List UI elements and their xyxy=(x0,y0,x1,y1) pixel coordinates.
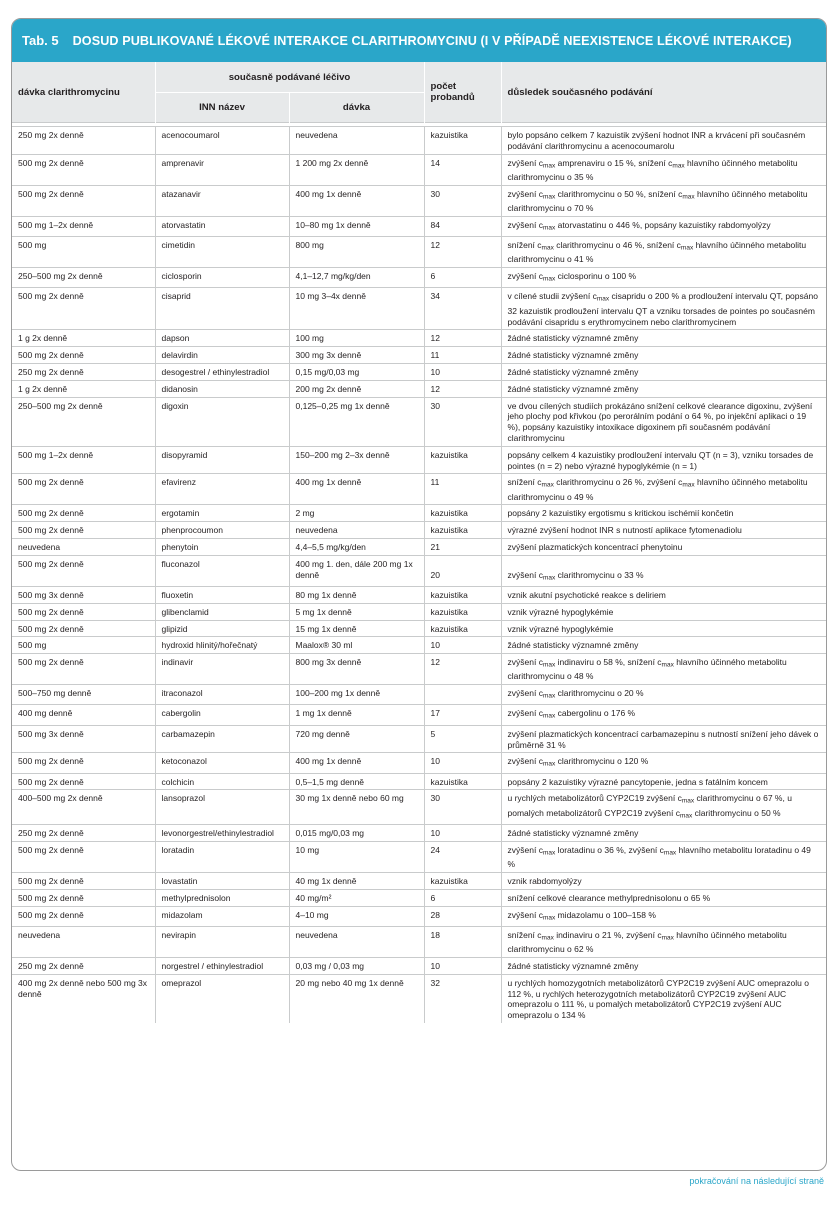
cell-inn: colchicin xyxy=(155,773,289,790)
cell-count: kazuistika xyxy=(424,446,501,474)
cell-inn: lansoprazol xyxy=(155,790,289,825)
cell-inn: amprenavir xyxy=(155,154,289,185)
table-row xyxy=(12,268,826,288)
cell-consequence: zvýšení $c_{max}$ midazolamu o 100–158 % xyxy=(501,906,826,926)
cell-consequence: snížení $c_{max}$ clarithromycinu o 46 %, snížení $c_{max}$ hlavního účinného metabolitu clarithromycinu o 41 % xyxy=(501,237,826,268)
cell-inn: didanosin xyxy=(155,380,289,397)
cell-dose2: 0,125–0,25 mg 1x denně xyxy=(289,397,424,446)
cell-inn: fluoxetin xyxy=(155,586,289,603)
cell-count: 24 xyxy=(424,841,501,872)
cell-count: 30 xyxy=(424,185,501,216)
cell-dose2: 100–200 mg 1x denně xyxy=(289,685,424,705)
cell-inn: atorvastatin xyxy=(155,216,289,236)
cell-dose: 500 mg 2x denně xyxy=(12,603,155,620)
cell-count: 10 xyxy=(424,825,501,842)
cell-inn: methylprednisolon xyxy=(155,889,289,906)
cell-consequence: bylo popsáno celkem 7 kazuistik zvýšení hodnot INR a krvácení při současném podávání clarithromycinu a acenocoumarolu xyxy=(501,127,826,155)
cell-dose: neuvedena xyxy=(12,539,155,556)
cell-inn: disopyramid xyxy=(155,446,289,474)
table-row xyxy=(12,825,826,842)
cell-count: 34 xyxy=(424,288,501,330)
table-row xyxy=(12,347,826,364)
cell-dose: 500 mg 2x denně xyxy=(12,288,155,330)
cell-dose2: 1 mg 1x denně xyxy=(289,705,424,725)
cell-inn: levonorgestrel/ethinylestradiol xyxy=(155,825,289,842)
cell-dose: 500 mg 2x denně xyxy=(12,474,155,505)
cell-dose: 500 mg 2x denně xyxy=(12,555,155,586)
cell-inn: cimetidin xyxy=(155,237,289,268)
table-row xyxy=(12,237,826,268)
cell-inn: lovastatin xyxy=(155,872,289,889)
cell-consequence: vznik akutní psychotické reakce s deliriem xyxy=(501,586,826,603)
table-row xyxy=(12,185,826,216)
table-row xyxy=(12,154,826,185)
cell-consequence: vznik výrazné hypoglykémie xyxy=(501,603,826,620)
table-row xyxy=(12,474,826,505)
cell-dose2: 40 mg/m² xyxy=(289,889,424,906)
cell-count: 10 xyxy=(424,637,501,654)
cell-dose: 250 mg 2x denně xyxy=(12,957,155,974)
table-row xyxy=(12,725,826,753)
cell-dose2: 4,1–12,7 mg/kg/den xyxy=(289,268,424,288)
header-dose2: dávka xyxy=(289,93,424,123)
cell-count: 20 xyxy=(424,555,501,586)
cell-count: 12 xyxy=(424,380,501,397)
cell-consequence: v cílené studii zvýšení $c_{max}$ cisapridu o 200 % a prodloužení intervalu QT, popsáno 32 kazuistik prodloužení intervalu QT a vzniku torsades de pointes po současném podávání cisapridu s erythromycinem nebo clarithromycinem xyxy=(501,288,826,330)
cell-dose: 400–500 mg 2x denně xyxy=(12,790,155,825)
cell-consequence: zvýšení $c_{max}$ atorvastatinu o 446 %, popsány kazuistiky rabdomyolýzy xyxy=(501,216,826,236)
cell-dose2: 10 mg xyxy=(289,841,424,872)
cell-dose2: 1 200 mg 2x denně xyxy=(289,154,424,185)
cell-count: kazuistika xyxy=(424,505,501,522)
cell-count: 12 xyxy=(424,654,501,685)
cell-dose2: 400 mg 1. den, dále 200 mg 1x denně xyxy=(289,555,424,586)
cell-dose: 1 g 2x denně xyxy=(12,380,155,397)
cell-dose: 500 mg 2x denně xyxy=(12,872,155,889)
cell-inn: ergotamin xyxy=(155,505,289,522)
cell-dose: 250 mg 2x denně xyxy=(12,127,155,155)
cell-dose2: 100 mg xyxy=(289,330,424,347)
cell-dose2: 150–200 mg 2–3x denně xyxy=(289,446,424,474)
cell-inn: ketoconazol xyxy=(155,753,289,773)
cell-count: kazuistika xyxy=(424,127,501,155)
table-row xyxy=(12,790,826,825)
cell-consequence: žádné statisticky významné změny xyxy=(501,957,826,974)
header-count: počet probandů xyxy=(424,62,501,123)
cell-consequence: žádné statisticky významné změny xyxy=(501,363,826,380)
cell-dose2: neuvedena xyxy=(289,127,424,155)
cell-count: 5 xyxy=(424,725,501,753)
cell-count: 18 xyxy=(424,926,501,957)
cell-dose: 500 mg 1–2x denně xyxy=(12,216,155,236)
cell-inn: cabergolin xyxy=(155,705,289,725)
cell-count: kazuistika xyxy=(424,603,501,620)
cell-inn: dapson xyxy=(155,330,289,347)
cell-inn: ciclosporin xyxy=(155,268,289,288)
header-concomitant: současně podávané léčivo xyxy=(155,62,424,93)
cell-dose: 400 mg denně xyxy=(12,705,155,725)
cell-dose: 500 mg 2x denně xyxy=(12,841,155,872)
cell-dose2: 2 mg xyxy=(289,505,424,522)
cell-dose2: 800 mg xyxy=(289,237,424,268)
interaction-table xyxy=(12,62,827,1023)
cell-consequence: zvýšení $c_{max}$ cabergolinu o 176 % xyxy=(501,705,826,725)
cell-count: kazuistika xyxy=(424,586,501,603)
table-row xyxy=(12,586,826,603)
cell-dose2: 5 mg 1x denně xyxy=(289,603,424,620)
cell-inn: glipizid xyxy=(155,620,289,637)
cell-count: 32 xyxy=(424,974,501,1023)
cell-count: 30 xyxy=(424,790,501,825)
table-title: DOSUD PUBLIKOVANÉ LÉKOVÉ INTERAKCE CLARITHROMYCINU (I V PŘÍPADĚ NEEXISTENCE LÉKOVÉ INTERAKCE) xyxy=(72,33,792,48)
cell-dose: 500 mg 2x denně xyxy=(12,154,155,185)
table-row xyxy=(12,397,826,446)
cell-count: 10 xyxy=(424,753,501,773)
table-row xyxy=(12,974,826,1023)
cell-dose2: 400 mg 1x denně xyxy=(289,753,424,773)
cell-inn: midazolam xyxy=(155,906,289,926)
cell-count: 17 xyxy=(424,705,501,725)
cell-consequence: žádné statisticky významné změny xyxy=(501,380,826,397)
cell-dose: 500 mg 2x denně xyxy=(12,753,155,773)
cell-count: 30 xyxy=(424,397,501,446)
cell-inn: efavirenz xyxy=(155,474,289,505)
cell-count: 28 xyxy=(424,906,501,926)
cell-dose2: 30 mg 1x denně nebo 60 mg xyxy=(289,790,424,825)
cell-count: 11 xyxy=(424,474,501,505)
cell-consequence: vznik rabdomyolýzy xyxy=(501,872,826,889)
cell-dose2: 4–10 mg xyxy=(289,906,424,926)
cell-count: kazuistika xyxy=(424,872,501,889)
cell-consequence: snížení $c_{max}$ indinaviru o 21 %, zvýšení $c_{max}$ hlavního účinného metabolitu clarithromycinu o 62 % xyxy=(501,926,826,957)
table-number: Tab. 5 xyxy=(22,33,59,48)
header-consequence: důsledek současného podávání xyxy=(501,62,826,123)
cell-consequence: zvýšení plazmatických koncentrací carbamazepinu s nutností snížení jeho dávek o průměrně 31 % xyxy=(501,725,826,753)
cell-dose2: 720 mg denně xyxy=(289,725,424,753)
cell-dose2: 200 mg 2x denně xyxy=(289,380,424,397)
continuation-note: pokračování na následující straně xyxy=(689,1176,824,1186)
cell-inn: phenytoin xyxy=(155,539,289,556)
cell-inn: omeprazol xyxy=(155,974,289,1023)
header-inn: INN název xyxy=(155,93,289,123)
table-row xyxy=(12,620,826,637)
table-row xyxy=(12,505,826,522)
table-row xyxy=(12,216,826,236)
cell-inn: phenprocoumon xyxy=(155,522,289,539)
cell-dose2: 4,4–5,5 mg/kg/den xyxy=(289,539,424,556)
cell-consequence: žádné statisticky významné změny xyxy=(501,637,826,654)
cell-dose: 500 mg 2x denně xyxy=(12,185,155,216)
cell-count: 11 xyxy=(424,347,501,364)
table-row xyxy=(12,288,826,330)
cell-dose2: neuvedena xyxy=(289,926,424,957)
table-row xyxy=(12,753,826,773)
cell-dose: 250 mg 2x denně xyxy=(12,825,155,842)
cell-consequence: výrazné zvýšení hodnot INR s nutností aplikace fytomenadiolu xyxy=(501,522,826,539)
cell-dose: 500 mg 2x denně xyxy=(12,654,155,685)
cell-inn: cisaprid xyxy=(155,288,289,330)
cell-consequence: popsány 2 kazuistiky výrazné pancytopenie, jedna s fatálním koncem xyxy=(501,773,826,790)
table-row xyxy=(12,446,826,474)
cell-dose: 500 mg 2x denně xyxy=(12,505,155,522)
cell-dose2: 0,015 mg/0,03 mg xyxy=(289,825,424,842)
table-row xyxy=(12,872,826,889)
table-row xyxy=(12,522,826,539)
cell-consequence: zvýšení $c_{max}$ clarithromycinu o 20 % xyxy=(501,685,826,705)
cell-dose2: 80 mg 1x denně xyxy=(289,586,424,603)
cell-dose2: 400 mg 1x denně xyxy=(289,185,424,216)
table-row xyxy=(12,906,826,926)
cell-inn: glibenclamid xyxy=(155,603,289,620)
cell-count: kazuistika xyxy=(424,522,501,539)
cell-consequence: zvýšení plazmatických koncentrací phenytoinu xyxy=(501,539,826,556)
table-row xyxy=(12,773,826,790)
cell-dose2: 15 mg 1x denně xyxy=(289,620,424,637)
cell-count: 21 xyxy=(424,539,501,556)
cell-count: 6 xyxy=(424,268,501,288)
cell-inn: carbamazepin xyxy=(155,725,289,753)
cell-inn: acenocoumarol xyxy=(155,127,289,155)
cell-dose2: Maalox® 30 ml xyxy=(289,637,424,654)
cell-dose: 1 g 2x denně xyxy=(12,330,155,347)
cell-inn: atazanavir xyxy=(155,185,289,216)
cell-inn: fluconazol xyxy=(155,555,289,586)
cell-count: 12 xyxy=(424,330,501,347)
cell-count: 12 xyxy=(424,237,501,268)
table-row xyxy=(12,926,826,957)
cell-consequence: u rychlých metabolizátorů CYP2C19 zvýšení $c_{max}$ clarithromycinu o 67 %, u pomalých metabolizátorů CYP2C19 zvýšení $c_{max}$ clarithromycinu o 50 % xyxy=(501,790,826,825)
cell-inn: itraconazol xyxy=(155,685,289,705)
table-row xyxy=(12,603,826,620)
cell-dose2: 20 mg nebo 40 mg 1x denně xyxy=(289,974,424,1023)
table-row xyxy=(12,654,826,685)
table-row xyxy=(12,380,826,397)
cell-consequence: u rychlých homozygotních metabolizátorů CYP2C19 zvýšení AUC omeprazolu o 112 %, u rychlých heterozygotních metabolizátorů CYP2C19 zvýšení AUC omeprazolu o 111 %, u pomalých metabolizátorů CYP2C19 zvýšení AUC omeprazolu o 134 % xyxy=(501,974,826,1023)
cell-consequence: popsány 2 kazuistiky ergotismu s kritickou ischémií končetin xyxy=(501,505,826,522)
cell-consequence: vznik výrazné hypoglykémie xyxy=(501,620,826,637)
cell-dose2: 0,03 mg / 0,03 mg xyxy=(289,957,424,974)
table-row xyxy=(12,841,826,872)
cell-dose: 500 mg 3x denně xyxy=(12,586,155,603)
cell-count: kazuistika xyxy=(424,620,501,637)
cell-dose2: 10–80 mg 1x denně xyxy=(289,216,424,236)
cell-count xyxy=(424,685,501,705)
cell-dose: 400 mg 2x denně nebo 500 mg 3x denně xyxy=(12,974,155,1023)
cell-consequence: žádné statisticky významné změny xyxy=(501,347,826,364)
cell-count: 10 xyxy=(424,957,501,974)
cell-inn: loratadin xyxy=(155,841,289,872)
cell-dose2: 0,15 mg/0,03 mg xyxy=(289,363,424,380)
cell-dose2: 10 mg 3–4x denně xyxy=(289,288,424,330)
cell-count: 6 xyxy=(424,889,501,906)
header-dose: dávka clarithromycinu xyxy=(12,62,155,123)
cell-dose: 500 mg xyxy=(12,237,155,268)
cell-dose: 500 mg 1–2x denně xyxy=(12,446,155,474)
table-row xyxy=(12,330,826,347)
cell-consequence: snížení $c_{max}$ clarithromycinu o 26 %, zvýšení $c_{max}$ hlavního účinného metabolitu clarithromycinu o 49 % xyxy=(501,474,826,505)
cell-count: kazuistika xyxy=(424,773,501,790)
table-row xyxy=(12,127,826,155)
cell-consequence: zvýšení $c_{max}$ clarithromycinu o 120 % xyxy=(501,753,826,773)
cell-dose2: 0,5–1,5 mg denně xyxy=(289,773,424,790)
cell-dose: 250–500 mg 2x denně xyxy=(12,397,155,446)
cell-dose: 500 mg xyxy=(12,637,155,654)
cell-dose: 500 mg 2x denně xyxy=(12,906,155,926)
table-row xyxy=(12,685,826,705)
cell-consequence: popsány celkem 4 kazuistiky prodloužení intervalu QT (n = 3), vzniku torsades de pointes (n = 2) nebo výrazné hypoglykémie (n = 1) xyxy=(501,446,826,474)
cell-count: 14 xyxy=(424,154,501,185)
cell-inn: desogestrel / ethinylestradiol xyxy=(155,363,289,380)
cell-dose2: 300 mg 3x denně xyxy=(289,347,424,364)
cell-dose2: 400 mg 1x denně xyxy=(289,474,424,505)
cell-dose: 500–750 mg denně xyxy=(12,685,155,705)
cell-consequence: zvýšení $c_{max}$ clarithromycinu o 33 % xyxy=(501,555,826,586)
table-row xyxy=(12,957,826,974)
cell-inn: nevirapin xyxy=(155,926,289,957)
cell-dose: 250–500 mg 2x denně xyxy=(12,268,155,288)
cell-inn: delavirdin xyxy=(155,347,289,364)
cell-consequence: žádné statisticky významné změny xyxy=(501,330,826,347)
table-row xyxy=(12,539,826,556)
cell-count: 84 xyxy=(424,216,501,236)
cell-inn: indinavir xyxy=(155,654,289,685)
cell-consequence: žádné statisticky významné změny xyxy=(501,825,826,842)
cell-dose: 250 mg 2x denně xyxy=(12,363,155,380)
table-row xyxy=(12,889,826,906)
cell-dose: 500 mg 3x denně xyxy=(12,725,155,753)
cell-dose2: 40 mg 1x denně xyxy=(289,872,424,889)
cell-dose: 500 mg 2x denně xyxy=(12,773,155,790)
cell-dose: 500 mg 2x denně xyxy=(12,889,155,906)
cell-inn: hydroxid hlinitý/hořečnatý xyxy=(155,637,289,654)
cell-dose: 500 mg 2x denně xyxy=(12,522,155,539)
cell-dose: 500 mg 2x denně xyxy=(12,620,155,637)
cell-consequence: zvýšení $c_{max}$ clarithromycinu o 50 %, snížení $c_{max}$ hlavního účinného metabolitu clarithromycinu o 70 % xyxy=(501,185,826,216)
cell-inn: digoxin xyxy=(155,397,289,446)
cell-consequence: zvýšení $c_{max}$ loratadinu o 36 %, zvýšení $c_{max}$ hlavního metabolitu loratadinu o 49 % xyxy=(501,841,826,872)
cell-dose2: neuvedena xyxy=(289,522,424,539)
table-row xyxy=(12,555,826,586)
cell-consequence: zvýšení $c_{max}$ amprenaviru o 15 %, snížení $c_{max}$ hlavního účinného metabolitu clarithromycinu o 35 % xyxy=(501,154,826,185)
cell-count: 10 xyxy=(424,363,501,380)
cell-dose: neuvedena xyxy=(12,926,155,957)
table-row xyxy=(12,363,826,380)
table-row xyxy=(12,705,826,725)
cell-consequence: zvýšení $c_{max}$ indinaviru o 58 %, snížení $c_{max}$ hlavního účinného metabolitu clarithromycinu o 48 % xyxy=(501,654,826,685)
cell-consequence: zvýšení $c_{max}$ ciclosporinu o 100 % xyxy=(501,268,826,288)
cell-consequence: ve dvou cílených studiích prokázáno snížení celkové clearance digoxinu, zvýšení jeho plochy pod křivkou (po perorálním podání o 64 %, po injekční aplikaci o 19 %), popsány kazuistiky intoxikace digoxinem při současném podávání clarithromycinu xyxy=(501,397,826,446)
table-row xyxy=(12,637,826,654)
cell-consequence: snížení celkové clearance methylprednisolonu o 65 % xyxy=(501,889,826,906)
table-body xyxy=(12,123,826,1023)
table-frame xyxy=(11,18,827,1171)
cell-dose: 500 mg 2x denně xyxy=(12,347,155,364)
table-title-bar xyxy=(12,19,826,62)
cell-dose2: 800 mg 3x denně xyxy=(289,654,424,685)
cell-inn: norgestrel / ethinylestradiol xyxy=(155,957,289,974)
